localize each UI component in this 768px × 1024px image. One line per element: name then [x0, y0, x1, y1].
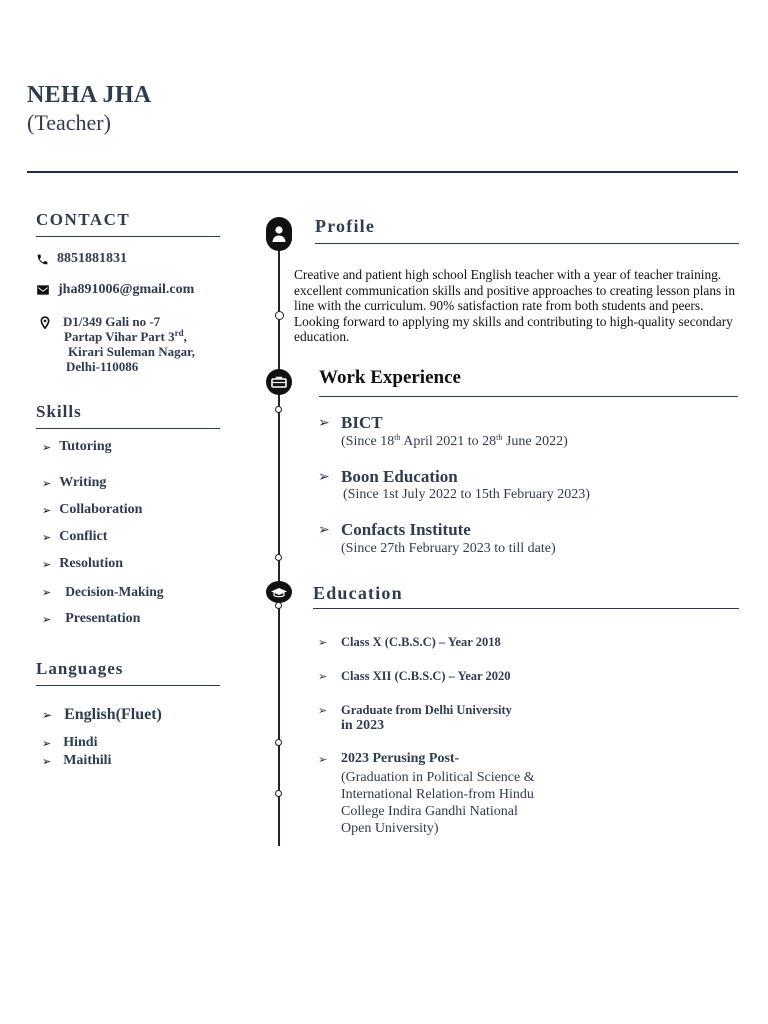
education-year: in 2023 [341, 718, 385, 733]
timeline-node [275, 311, 284, 320]
arrowhead-bullet-icon: ➢ [42, 530, 52, 544]
skills-divider [36, 428, 220, 429]
language-item: ➢ Hindi [42, 735, 98, 750]
post-line: (Graduation in Political Science & [341, 770, 535, 785]
contact-heading: CONTACT [36, 210, 131, 229]
location-pin-icon [40, 316, 50, 329]
address-line-2: Partap Vihar Part 3rd, [64, 328, 187, 344]
job-title: Boon Education [341, 467, 458, 486]
work-divider [319, 396, 738, 397]
education-item: Graduate from Delhi University [341, 703, 512, 717]
address-line-3: Kirari Suleman Nagar, [68, 344, 195, 359]
phone-number: 8851881831 [57, 251, 127, 266]
job-title: BICT [341, 413, 383, 432]
post-line: International Relation-from Hindu [341, 787, 534, 802]
profile-icon [266, 217, 292, 251]
arrowhead-bullet-icon: ➢ [42, 736, 52, 750]
contact-address [63, 314, 195, 374]
timeline-line [278, 240, 280, 846]
job-dates: (Since 1st July 2022 to 15th February 2023) [343, 487, 590, 502]
timeline-node [275, 790, 282, 797]
briefcase-icon [266, 369, 292, 395]
arrowhead-bullet-icon: ➢ [42, 754, 52, 768]
arrowhead-bullet-icon: ➢ [318, 522, 330, 538]
arrowhead-bullet-icon: ➢ [42, 476, 52, 490]
languages-divider [36, 685, 220, 686]
timeline-node [275, 602, 282, 609]
skills-heading: Skills [36, 402, 82, 421]
arrowhead-bullet-icon: ➢ [42, 612, 52, 626]
profile-divider [315, 243, 739, 244]
education-post-details [341, 769, 571, 837]
timeline-node [275, 554, 282, 561]
arrowhead-bullet-icon: ➢ [42, 557, 52, 571]
address-line-4: Delhi-110086 [66, 359, 139, 374]
contact-divider [36, 236, 220, 237]
languages-heading: Languages [36, 659, 124, 678]
work-heading: Work Experience [319, 367, 461, 388]
skill-item: ➢ Conflict [42, 529, 108, 544]
email-address: jha891006@gmail.com [58, 282, 195, 297]
post-line: College Indira Gandhi National [341, 804, 518, 819]
job-title: Confacts Institute [341, 520, 471, 539]
contact-email[interactable] [36, 282, 194, 298]
post-line: Open University) [341, 821, 439, 836]
timeline-node [275, 739, 282, 746]
job-dates: (Since 18th April 2021 to 28th June 2022) [341, 433, 568, 449]
graduation-cap-icon [266, 581, 292, 603]
job-dates: (Since 27th February 2023 to till date) [341, 541, 556, 556]
skill-item: ➢ Presentation [42, 611, 141, 626]
phone-icon [36, 253, 49, 266]
arrowhead-bullet-icon: ➢ [318, 636, 328, 649]
education-divider [313, 608, 739, 609]
education-item: 2023 Perusing Post- [341, 751, 460, 766]
header-divider [27, 171, 738, 173]
skill-item: ➢ Resolution [42, 556, 124, 571]
arrowhead-bullet-icon: ➢ [42, 440, 52, 454]
arrowhead-bullet-icon: ➢ [318, 753, 328, 766]
contact-phone[interactable] [36, 251, 127, 267]
arrowhead-bullet-icon: ➢ [318, 670, 328, 683]
candidate-name: NEHA JHA [27, 82, 152, 108]
profile-heading: Profile [315, 216, 376, 236]
arrowhead-bullet-icon: ➢ [318, 469, 330, 485]
arrowhead-bullet-icon: ➢ [42, 708, 53, 722]
timeline-node [275, 406, 282, 413]
education-item: Class XII (C.B.S.C) – Year 2020 [341, 669, 511, 683]
mail-icon [36, 284, 50, 296]
skill-item: ➢ Collaboration [42, 502, 143, 517]
language-item: ➢ English(Fluet) [42, 706, 162, 723]
education-item: Class X (C.B.S.C) – Year 2018 [341, 635, 501, 649]
language-item: ➢ Maithili [42, 753, 112, 768]
arrowhead-bullet-icon: ➢ [42, 503, 52, 517]
arrowhead-bullet-icon: ➢ [318, 415, 330, 431]
candidate-role: (Teacher) [27, 110, 111, 135]
education-heading: Education [313, 583, 403, 603]
skill-item: ➢ Writing [42, 475, 107, 490]
arrowhead-bullet-icon: ➢ [318, 704, 328, 717]
profile-summary: Creative and patient high school English teacher with a year of teacher training. excellent communication skills and positive approaches to creating lesson plans in line with the curriculum. 90% satisfaction rate from both students and peers. Looking forward to applying my skills and contributing to high-quality secondary education. [294, 267, 736, 344]
skill-item: ➢ Decision-Making [42, 584, 164, 599]
address-line-1: D1/349 Gali no -7 [63, 314, 161, 329]
skill-item: ➢ Tutoring [42, 439, 112, 454]
arrowhead-bullet-icon: ➢ [42, 585, 52, 599]
